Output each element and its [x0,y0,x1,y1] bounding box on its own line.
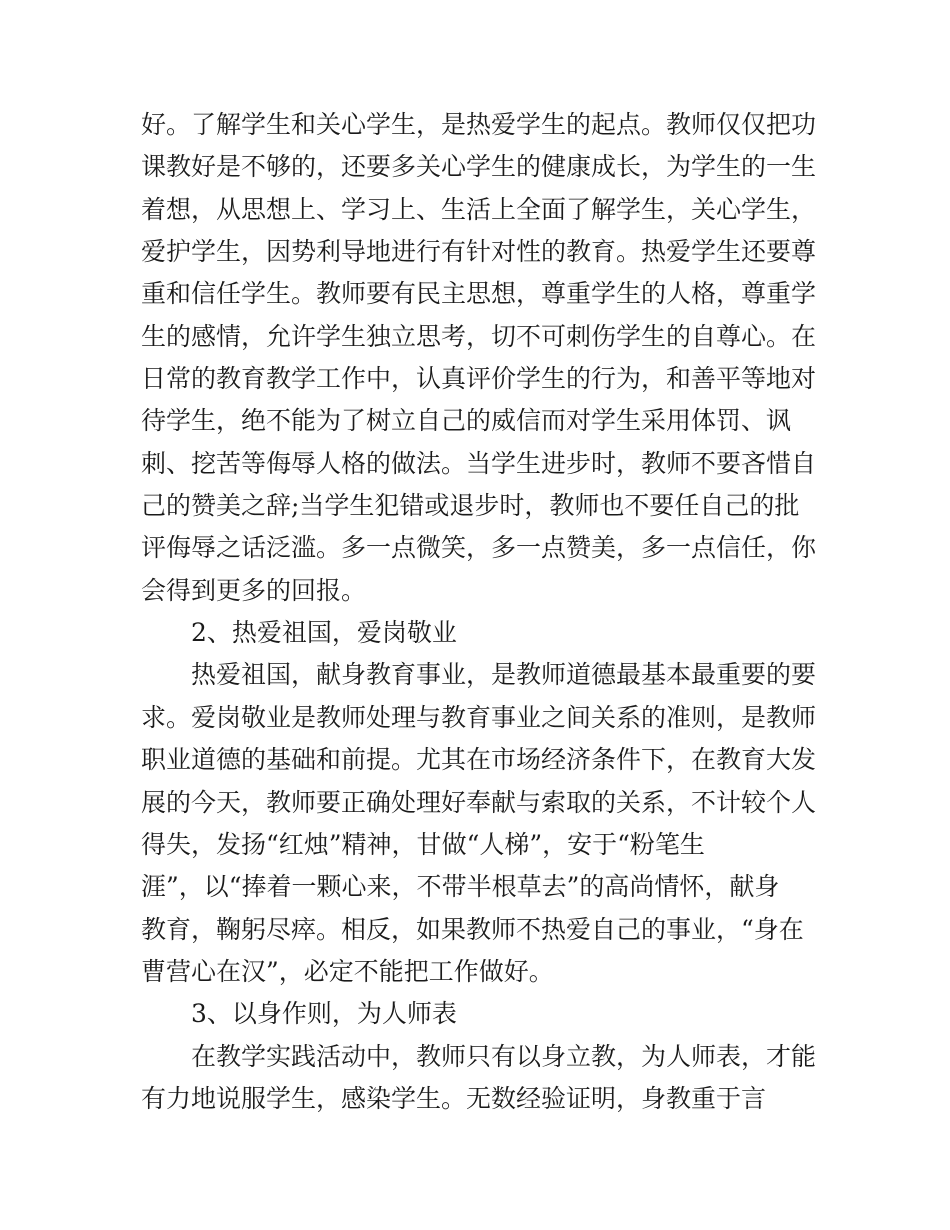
text-line: 重和信任学生。教师要有民主思想，尊重学生的人格，尊重学 [141,279,817,309]
text-line: 在教学实践活动中，教师只有以身立教，为人师表，才能 [191,1041,817,1071]
text-line: 日常的教育教学工作中，认真评价学生的行为，和善平等地对 [141,364,817,394]
text-line: 生的感情，允许学生独立思考，切不可刺伤学生的自尊心。在 [141,321,817,351]
body-text [141,104,821,1120]
text-line: 教育，鞠躬尽瘁。相反，如果教师不热爱自己的事业，“身在 [141,914,804,944]
text-line: 展的今天，教师要正确处理好奉献与索取的关系，不计较个人 [141,787,817,817]
text-line: 刺、挖苦等侮辱人格的做法。当学生进步时，教师不要吝惜自 [141,448,817,478]
text-line: 得失，发扬“红烛”精神，甘做“人梯”，安于“粉笔生 [141,829,705,859]
text-line: 课教好是不够的，还要多关心学生的健康成长，为学生的一生 [141,152,817,182]
text-line: 待学生，绝不能为了树立自己的威信而对学生采用体罚、讽 [141,406,792,436]
text-line: 好。了解学生和关心学生，是热爱学生的起点。教师仅仅把功 [141,110,817,139]
text-line: 着想，从思想上、学习上、生活上全面了解学生，关心学生， [141,194,817,224]
section-heading: 2、热爱祖国，爱岗敬业 [191,618,457,648]
text-line: 评侮辱之话泛滥。多一点微笑，多一点赞美，多一点信任，你 [141,533,817,563]
text-line: 涯”，以“捧着一颗心来，不带半根草去”的高尚情怀，献身 [141,872,780,902]
text-line: 有力地说服学生，感染学生。无数经验证明，身教重于言 [141,1083,767,1113]
text-line: 求。爱岗敬业是教师处理与教育事业之间关系的准则，是教师 [141,702,817,732]
text-line: 己的赞美之辞;当学生犯错或退步时，教师也不要任自己的批 [141,491,800,521]
text-line: 曹营心在汉”，必定不能把工作做好。 [141,956,554,986]
section-heading: 3、以身作则，为人师表 [191,999,457,1029]
text-line: 职业道德的基础和前提。尤其在市场经济条件下，在教育大发 [141,745,817,775]
text-line: 会得到更多的回报。 [141,575,367,605]
text-line: 爱护学生，因势利导地进行有针对性的教育。热爱学生还要尊 [141,237,817,267]
text-line: 热爱祖国，献身教育事业，是教师道德最基本最重要的要 [191,660,817,690]
